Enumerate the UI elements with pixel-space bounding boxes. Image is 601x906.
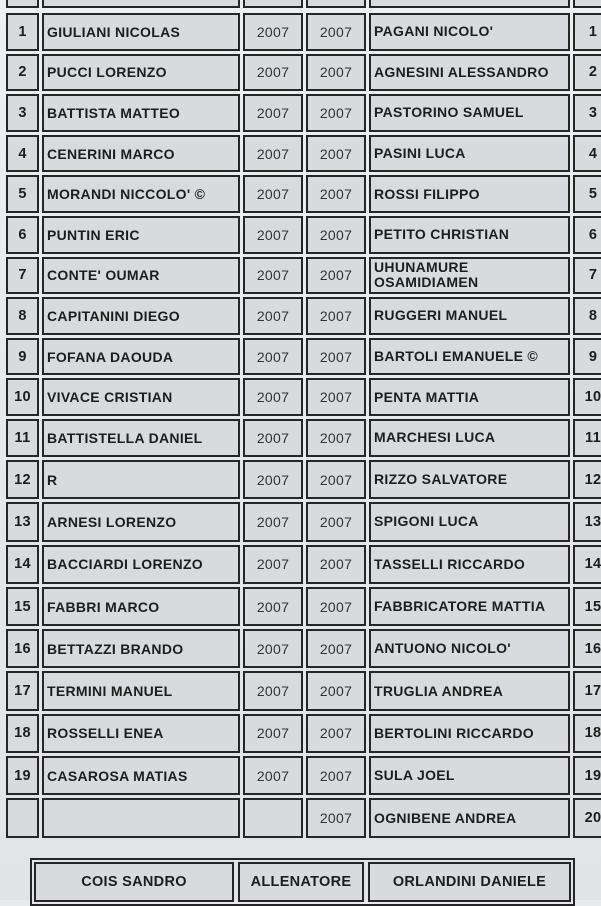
home-number: 10 <box>6 378 39 416</box>
home-player: PUNTIN ERIC <box>42 216 240 254</box>
away-number: 5 <box>573 175 601 213</box>
away-number: 3 <box>573 94 601 132</box>
away-birth-year: 2007 <box>306 714 366 753</box>
away-number: 8 <box>573 297 601 335</box>
home-number: 1 <box>6 13 39 51</box>
home-birth-year: 2007 <box>243 545 303 584</box>
away-number: 9 <box>573 338 601 376</box>
away-birth-year: 2007 <box>306 13 366 51</box>
away-birth-year: 2007 <box>306 257 366 295</box>
coaches-row <box>30 858 575 906</box>
away-birth-year: 2007 <box>306 756 366 795</box>
away-player: MARCHESI LUCA <box>369 419 570 457</box>
home-number: 9 <box>6 338 39 376</box>
home-player: ARNESI LORENZO <box>42 502 240 541</box>
home-birth-year: 2007 <box>243 587 303 626</box>
home-birth-year: 2007 <box>243 338 303 376</box>
home-player: TERMINI MANUEL <box>42 671 240 710</box>
lineup-table-substitutes <box>6 460 601 838</box>
away-birth-year: 2007 <box>306 135 366 173</box>
home-birth-year: 2007 <box>243 297 303 335</box>
away-birth-year: 2007 <box>306 216 366 254</box>
away-player: PASINI LUCA <box>369 135 570 173</box>
home-birth-year: 2007 <box>243 216 303 254</box>
away-birth-year: 2007 <box>306 798 366 837</box>
away-number: 16 <box>573 629 601 668</box>
away-birth-year: 2007 <box>306 671 366 710</box>
away-number: 4 <box>573 135 601 173</box>
away-coach: ORLANDINI DANIELE <box>368 862 571 902</box>
away-player: PAGANI NICOLO' <box>369 13 570 51</box>
home-birth-year: 2007 <box>243 756 303 795</box>
home-birth-year: 2007 <box>243 419 303 457</box>
home-birth-year: 2007 <box>243 629 303 668</box>
away-player: BARTOLI EMANUELE © <box>369 338 570 376</box>
away-birth-year: 2007 <box>306 545 366 584</box>
away-player: OGNIBENE ANDREA <box>369 798 570 837</box>
home-number <box>6 798 39 837</box>
home-number: 16 <box>6 629 39 668</box>
home-number: 12 <box>6 460 39 499</box>
away-birth-year: 2007 <box>306 338 366 376</box>
home-number: 3 <box>6 94 39 132</box>
home-birth-year: 2007 <box>243 502 303 541</box>
away-player: PENTA MATTIA <box>369 378 570 416</box>
away-player: PASTORINO SAMUEL <box>369 94 570 132</box>
home-number: 4 <box>6 135 39 173</box>
home-player <box>42 798 240 837</box>
home-number: 11 <box>6 419 39 457</box>
away-birth-year: 2007 <box>306 175 366 213</box>
away-birth-year: 2007 <box>306 460 366 499</box>
home-player: CENERINI MARCO <box>42 135 240 173</box>
home-number: 13 <box>6 502 39 541</box>
home-player: FABBRI MARCO <box>42 587 240 626</box>
home-player: GIULIANI NICOLAS <box>42 13 240 51</box>
home-birth-year: 2007 <box>243 714 303 753</box>
home-number: 19 <box>6 756 39 795</box>
away-player: FABBRICATORE MATTIA <box>369 587 570 626</box>
home-player: VIVACE CRISTIAN <box>42 378 240 416</box>
away-number: 11 <box>573 419 601 457</box>
home-player: CONTE' OUMAR <box>42 257 240 295</box>
away-number: 20 <box>573 798 601 837</box>
home-number: 7 <box>6 257 39 295</box>
away-birth-year: 2007 <box>306 378 366 416</box>
home-birth-year: 2007 <box>243 94 303 132</box>
home-birth-year: 2007 <box>243 378 303 416</box>
away-number: 17 <box>573 671 601 710</box>
home-player: BATTISTA MATTEO <box>42 94 240 132</box>
away-player: TRUGLIA ANDREA <box>369 671 570 710</box>
home-birth-year: 2007 <box>243 257 303 295</box>
away-player: SULA JOEL <box>369 756 570 795</box>
away-player: PETITO CHRISTIAN <box>369 216 570 254</box>
home-number: 17 <box>6 671 39 710</box>
home-coach: COIS SANDRO <box>34 862 234 902</box>
home-birth-year <box>243 798 303 837</box>
home-birth-year: 2007 <box>243 13 303 51</box>
away-player: RUGGERI MANUEL <box>369 297 570 335</box>
home-player: R <box>42 460 240 499</box>
home-number: 8 <box>6 297 39 335</box>
away-birth-year: 2007 <box>306 297 366 335</box>
away-player: ROSSI FILIPPO <box>369 175 570 213</box>
home-player: BETTAZZI BRANDO <box>42 629 240 668</box>
away-birth-year: 2007 <box>306 94 366 132</box>
home-number: 5 <box>6 175 39 213</box>
away-number: 19 <box>573 756 601 795</box>
away-player: AGNESINI ALESSANDRO <box>369 54 570 92</box>
coach-label: ALLENATORE <box>238 862 364 902</box>
home-player: BATTISTELLA DANIEL <box>42 419 240 457</box>
lineup-table-starters <box>6 13 601 457</box>
home-birth-year: 2007 <box>243 175 303 213</box>
away-player: UHUNAMURE OSAMIDIAMEN <box>369 257 570 295</box>
away-birth-year: 2007 <box>306 419 366 457</box>
away-number: 10 <box>573 378 601 416</box>
away-number: 6 <box>573 216 601 254</box>
away-player: SPIGONI LUCA <box>369 502 570 541</box>
home-player: CASAROSA MATIAS <box>42 756 240 795</box>
away-birth-year: 2007 <box>306 629 366 668</box>
home-player: MORANDI NICCOLO' © <box>42 175 240 213</box>
home-number: 6 <box>6 216 39 254</box>
away-birth-year: 2007 <box>306 587 366 626</box>
home-number: 18 <box>6 714 39 753</box>
home-player: PUCCI LORENZO <box>42 54 240 92</box>
home-birth-year: 2007 <box>243 54 303 92</box>
home-player: BACCIARDI LORENZO <box>42 545 240 584</box>
home-number: 15 <box>6 587 39 626</box>
away-birth-year: 2007 <box>306 54 366 92</box>
away-player: RIZZO SALVATORE <box>369 460 570 499</box>
away-player: BERTOLINI RICCARDO <box>369 714 570 753</box>
away-number: 2 <box>573 54 601 92</box>
home-player: ROSSELLI ENEA <box>42 714 240 753</box>
home-player: CAPITANINI DIEGO <box>42 297 240 335</box>
away-number: 15 <box>573 587 601 626</box>
away-player: TASSELLI RICCARDO <box>369 545 570 584</box>
away-number: 1 <box>573 13 601 51</box>
away-number: 12 <box>573 460 601 499</box>
home-number: 2 <box>6 54 39 92</box>
home-birth-year: 2007 <box>243 460 303 499</box>
away-number: 7 <box>573 257 601 295</box>
home-number: 14 <box>6 545 39 584</box>
home-birth-year: 2007 <box>243 135 303 173</box>
away-number: 13 <box>573 502 601 541</box>
home-player: FOFANA DAOUDA <box>42 338 240 376</box>
away-number: 14 <box>573 545 601 584</box>
home-birth-year: 2007 <box>243 671 303 710</box>
header-strip <box>6 0 601 10</box>
away-number: 18 <box>573 714 601 753</box>
away-player: ANTUONO NICOLO' <box>369 629 570 668</box>
away-birth-year: 2007 <box>306 502 366 541</box>
